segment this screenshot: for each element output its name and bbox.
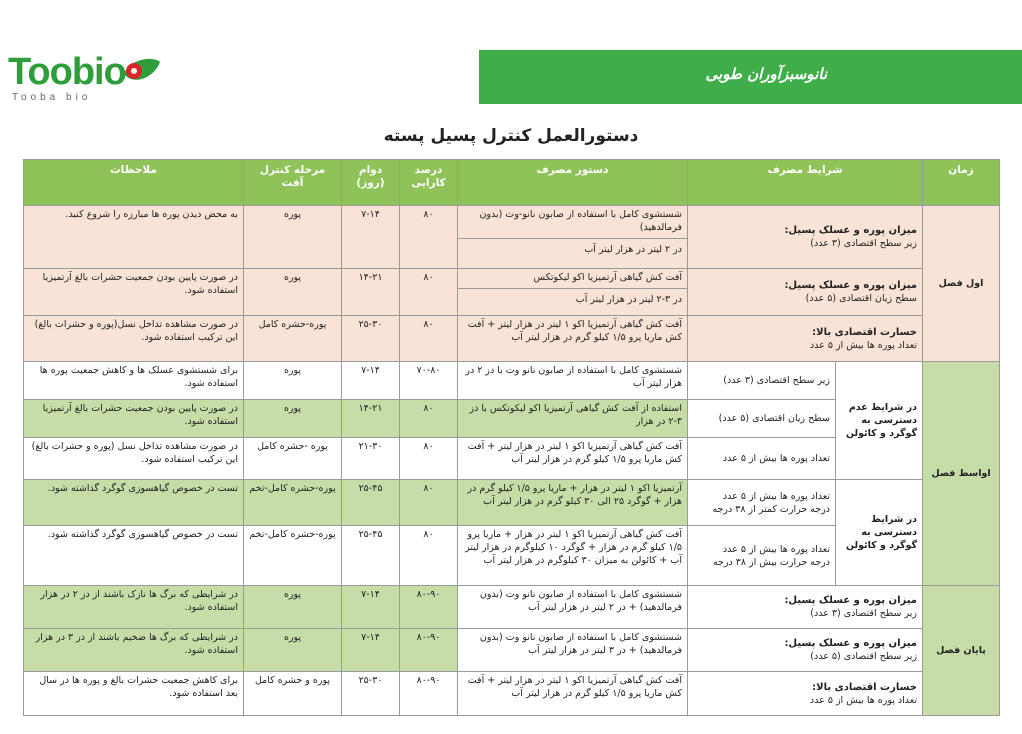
efficiency-cell: ۸۰ [400, 438, 458, 480]
condition-text: تعداد پوره ها بیش از ۵ عدد [722, 543, 830, 555]
note-cell: تست در خصوص گیاهسوزی گوگرد گذاشته شود. [24, 480, 244, 526]
stage-cell: پوره [244, 269, 342, 316]
condition-text: درجه حرارت بیش از ۳۸ درجه [712, 556, 830, 568]
header-stage: مرحله کنترل آفت [244, 160, 342, 206]
condition-cell [688, 480, 836, 526]
condition-title: میزان پوره و عسلک پسیل: [784, 225, 917, 236]
condition-text: تعداد پوره ها بیش از ۵ عدد [809, 339, 917, 351]
leaf-icon [120, 56, 162, 88]
logo [8, 52, 158, 110]
brand-banner [479, 50, 1022, 104]
recipe-cell [458, 206, 688, 269]
condition-text: درجه حرارت کمتر از ۳۸ درجه [712, 503, 830, 515]
season-mid: اواسط فصل [923, 362, 1000, 586]
duration-cell: ۲۵-۴۵ [342, 480, 400, 526]
note-cell: در صورت پایین بودن جمعیت حشرات بالغ آرتمیزیا استفاده شود. [24, 400, 244, 438]
header-conditions: شرایط مصرف [688, 160, 923, 206]
header-recipe: دستور مصرف [458, 160, 688, 206]
condition-cell [688, 269, 923, 316]
condition-text: تعداد پوره ها بیش از ۵ عدد [722, 490, 830, 502]
efficiency-cell: ۸۰-۹۰ [400, 629, 458, 672]
recipe-cell: آفت کش گیاهی آرتمیزیا اکو ۱ لیتر در هزار + ماریا پرو ۱/۵ کیلو گرم در هزار + گوگرد ۱۰ کیلوگرم در هزار لیتر آب + کائولن به میزان ۳۰ کیلوگرم در هزار لیتر آب [458, 526, 688, 586]
stage-cell: پوره [244, 362, 342, 400]
control-table [23, 159, 1000, 716]
stage-cell: پوره [244, 586, 342, 629]
stage-cell: پوره [244, 206, 342, 269]
efficiency-cell: ۷۰-۸۰ [400, 362, 458, 400]
duration-cell: ۱۴-۲۱ [342, 269, 400, 316]
condition-text: تعداد پوره ها بیش از ۵ عدد [809, 694, 917, 706]
recipe-cell: شستشوی کامل با استفاده از صابون نانو وت با دز ۲ در هزار لیتر آب [458, 362, 688, 400]
condition-text: زیر سطح اقتصادی (۵ عدد) [810, 651, 917, 662]
table-row [24, 362, 1000, 400]
note-cell: در صورت مشاهده تداخل نسل (پوره و حشرات بالغ) این ترکیب استفاده شود. [24, 438, 244, 480]
recipe-cell: شستشوی کامل با استفاده از صابون نانو وت (بدون فرمالدهید) + در ۲ لیتر در هزار لیتر آب [458, 586, 688, 629]
recipe-cell: شستشوی کامل با استفاده از صابون نانو وت (بدون فرمالدهید) + در ۳ لیتر در هزار لیتر آب [458, 629, 688, 672]
season-late: پایان فصل [923, 586, 1000, 716]
recipe-text: در ۲ لیتر در هزار لیتر آب [458, 238, 687, 256]
recipe-text: آفت کش گیاهی آرتمیزیا اکو لیکوتکس [533, 272, 682, 283]
efficiency-cell: ۸۰ [400, 400, 458, 438]
condition-text: زیر سطح اقتصادی (۳ عدد) [810, 238, 917, 249]
duration-cell: ۲۵-۴۵ [342, 526, 400, 586]
efficiency-cell: ۸۰-۹۰ [400, 586, 458, 629]
efficiency-cell: ۸۰ [400, 480, 458, 526]
table-row [24, 316, 1000, 362]
stage-cell: پوره-حشره کامل [244, 316, 342, 362]
note-cell: در صورت پایین بودن جمعیت حشرات بالغ آرتمیزیا استفاده شود. [24, 269, 244, 316]
condition-title: میزان پوره و عسلک پسیل: [784, 595, 917, 606]
stage-cell: پوره [244, 629, 342, 672]
duration-cell: ۲۵-۳۰ [342, 672, 400, 716]
condition-cell [688, 206, 923, 269]
logo-subtitle: Tooba bio [12, 92, 92, 103]
condition-title: خسارت اقتصادی بالا: [812, 681, 917, 693]
duration-cell: ۷-۱۴ [342, 362, 400, 400]
condition-cell [688, 526, 836, 586]
stage-cell: پوره [244, 400, 342, 438]
condition-cell: سطح زیان اقتصادی (۵ عدد) [688, 400, 836, 438]
condition-cell [688, 586, 923, 629]
with-sulfur-condition: در شرایط دسترسی به گوگرد و کائولن [836, 480, 923, 586]
condition-cell: زیر سطح اقتصادی (۳ عدد) [688, 362, 836, 400]
table-row [24, 269, 1000, 316]
duration-cell: ۷-۱۴ [342, 206, 400, 269]
table-row [24, 672, 1000, 716]
document-title: دستورالعمل کنترل پسیل پسته [383, 126, 639, 146]
condition-cell [688, 672, 923, 716]
note-cell: به محض دیدن پوره ها مبارزه را شروع کنید. [24, 206, 244, 269]
condition-cell [688, 316, 923, 362]
recipe-cell: آفت کش گیاهی آرتمیزیا اکو ۱ لیتر در هزار لیتر + آفت کش ماریا پرو ۱/۵ کیلو گرم در هزار لیتر آب [458, 672, 688, 716]
table-row [24, 586, 1000, 629]
duration-cell: ۱۴-۲۱ [342, 400, 400, 438]
note-cell: در شرایطی که برگ ها ضخیم باشند از دز ۳ در هزار استفاده شود. [24, 629, 244, 672]
table-row [24, 629, 1000, 672]
header-time: زمان [923, 160, 1000, 206]
recipe-cell: آفت کش گیاهی آرتمیزیا اکو ۱ لیتر در هزار لیتر + آفت کش ماریا پرو ۱/۵ کیلو گرم در هزار لیتر آب [458, 438, 688, 480]
recipe-cell: آرتمیزیا اکو ۱ لیتر در هزار + ماریا پرو ۱/۵ کیلو گرم در هزار + گوگرد ۲۵ الی ۳۰ کیلو گرم در هزار لیتر آب [458, 480, 688, 526]
stage-cell: پوره-حشره کامل-تخم [244, 480, 342, 526]
condition-title: میزان پوره و عسلک پسیل: [784, 280, 917, 291]
condition-text: سطح زیان اقتصادی (۵ عدد) [805, 293, 917, 304]
efficiency-cell: ۸۰ [400, 526, 458, 586]
duration-cell: ۷-۱۴ [342, 629, 400, 672]
brand-name: نانوسبزآوران طوبی [705, 65, 827, 83]
note-cell: تست در خصوص گیاهسوزی گوگرد گذاشته شود. [24, 526, 244, 586]
condition-text: زیر سطح اقتصادی (۳ عدد) [810, 608, 917, 619]
season-early: اول فصل [923, 206, 1000, 362]
condition-cell [688, 629, 923, 672]
table-row [24, 480, 1000, 526]
condition-cell: تعداد پوره ها بیش از ۵ عدد [688, 438, 836, 480]
header-notes: ملاحظات [24, 160, 244, 206]
recipe-text: شستشوی کامل با استفاده از صابون نانو-وت (بدون فرمالدهید) [479, 209, 682, 233]
recipe-cell [458, 269, 688, 316]
header-duration: دوام (روز) [342, 160, 400, 206]
note-cell: برای شستشوی عسلک ها و کاهش جمعیت پوره ها استفاده شود. [24, 362, 244, 400]
stage-cell: پوره-حشره کامل-تخم [244, 526, 342, 586]
recipe-cell: استفاده از آفت کش گیاهی آرتمیزیا اکو لیکوتکس با دز ۳-۲ در هزار [458, 400, 688, 438]
efficiency-cell: ۸۰ [400, 206, 458, 269]
efficiency-cell: ۸۰ [400, 269, 458, 316]
condition-title: خسارت اقتصادی بالا: [812, 326, 917, 338]
table-row [24, 206, 1000, 269]
note-cell: در صورت مشاهده تداخل نسل(پوره و حشرات بالغ) این ترکیب استفاده شود. [24, 316, 244, 362]
recipe-cell: آفت کش گیاهی آرتمیزیا اکو ۱ لیتر در هزار لیتر + آفت کش ماریا پرو ۱/۵ کیلو گرم در هزار لیتر آب [458, 316, 688, 362]
note-cell: در شرایطی که برگ ها نازک باشند از دز ۲ در هزار استفاده شود. [24, 586, 244, 629]
stage-cell: پوره -حشره کامل [244, 438, 342, 480]
duration-cell: ۷-۱۴ [342, 586, 400, 629]
logo-wordmark: Toobio [8, 51, 126, 93]
recipe-text: در ۳-۲ لیتر در هزار لیتر آب [458, 288, 687, 306]
note-cell: برای کاهش جمعیت حشرات بالغ و پوره ها در سال بعد استفاده شود. [24, 672, 244, 716]
efficiency-cell: ۸۰ [400, 316, 458, 362]
header-efficiency: درصد کارایی [400, 160, 458, 206]
duration-cell: ۲۵-۳۰ [342, 316, 400, 362]
no-sulfur-condition: در شرایط عدم دسترسی به گوگرد و کائولن [836, 362, 923, 480]
efficiency-cell: ۸۰-۹۰ [400, 672, 458, 716]
duration-cell: ۲۱-۳۰ [342, 438, 400, 480]
stage-cell: پوره و حشره کامل [244, 672, 342, 716]
condition-title: میزان پوره و عسلک پسیل: [784, 638, 917, 649]
